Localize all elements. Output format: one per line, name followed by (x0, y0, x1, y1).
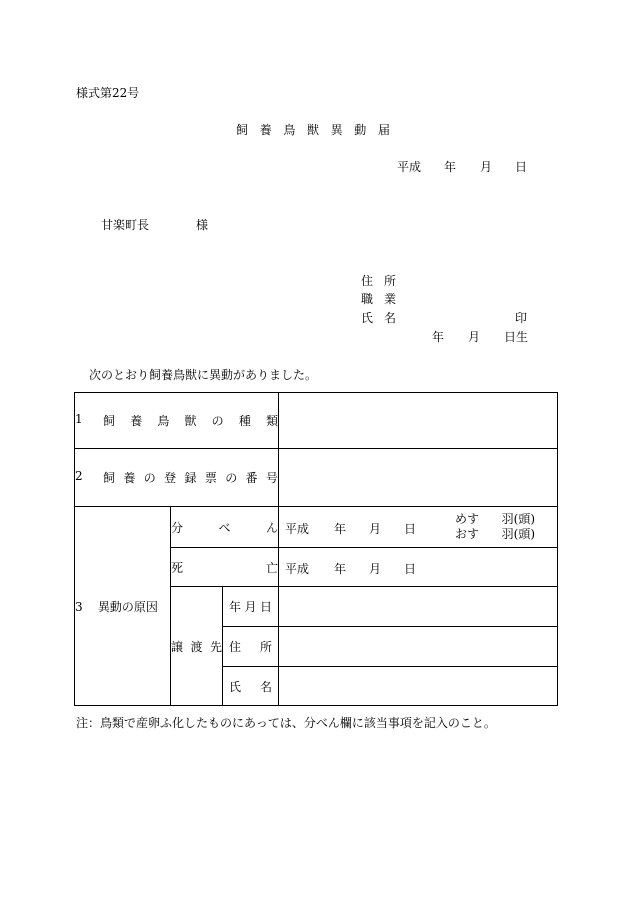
label-char: 名 (383, 311, 396, 325)
title-char: 鳥 (283, 123, 296, 137)
kind-label (103, 412, 278, 429)
kind-label-cell (75, 393, 279, 449)
transfer-address-value-cell[interactable] (279, 627, 558, 667)
death-month: 月 (369, 562, 382, 576)
date-year: 年 (444, 160, 457, 174)
label-char: 譲 (171, 639, 184, 654)
row-number: 3 (75, 599, 83, 614)
label-char: 票 (204, 471, 217, 485)
date-day: 日 (515, 160, 528, 174)
label-char: 獣 (184, 414, 197, 428)
female-unit: 羽(頭) (501, 512, 536, 526)
label-char: 類 (265, 414, 278, 428)
split-value-cell[interactable] (279, 507, 558, 548)
death-era: 平成 (285, 562, 310, 576)
label-char: 月 (244, 600, 257, 614)
death-day: 日 (404, 562, 417, 576)
notification-table (74, 392, 558, 706)
label-char: 亡 (266, 560, 279, 575)
birth-month: 月 (468, 330, 481, 344)
label-char: べ (218, 520, 231, 535)
occupation-label (361, 292, 396, 306)
row-number: 1 (75, 412, 83, 426)
label-char: 氏 (229, 679, 242, 694)
registration-label-cell (75, 449, 279, 507)
cause-label: 異動の原因 (97, 599, 158, 614)
label-char: 養 (123, 471, 136, 485)
death-label-cell (171, 548, 279, 587)
document-title (236, 123, 390, 137)
split-day: 日 (404, 522, 417, 536)
seal-mark: 印 (515, 311, 528, 325)
title-char: 異 (330, 123, 343, 137)
cause-label-cell (75, 507, 171, 706)
split-year: 年 (334, 522, 347, 536)
death-value-cell[interactable] (279, 548, 558, 587)
label-char: 業 (383, 292, 396, 306)
registration-label (103, 469, 278, 486)
label-char: 飼 (103, 471, 116, 485)
transfer-address-label-cell (223, 627, 279, 667)
table-row-registration (75, 449, 558, 507)
birth-day: 日生 (504, 330, 529, 344)
title-char: 養 (259, 123, 272, 137)
label-char: 鳥 (157, 414, 170, 428)
registration-value-cell[interactable] (279, 449, 558, 507)
table-row-kind (75, 393, 558, 449)
label-char: 名 (260, 679, 273, 694)
title-char: 届 (377, 123, 390, 137)
label-char: 所 (383, 274, 396, 288)
label-char: 日 (260, 600, 273, 614)
row-number: 2 (75, 469, 83, 483)
label-char: 氏 (361, 311, 374, 325)
male-unit: 羽(頭) (501, 527, 536, 541)
transfer-name-value-cell[interactable] (279, 667, 558, 706)
name-label (361, 311, 396, 325)
label-char: 番 (245, 471, 258, 485)
table-row-split (75, 507, 558, 548)
label-char: 年 (229, 600, 242, 614)
transfer-name-label-cell (223, 667, 279, 706)
intro-text: 次のとおり飼養鳥獣に異動がありました。 (89, 368, 318, 382)
addressee-name: 甘楽町長 (101, 218, 150, 232)
transfer-date-label-cell (223, 587, 279, 627)
death-year: 年 (334, 562, 347, 576)
addressee-honorific: 様 (196, 218, 209, 232)
title-char: 獣 (306, 123, 319, 137)
label-char: 所 (260, 640, 273, 654)
kind-value-cell[interactable] (279, 393, 558, 449)
split-counts (455, 512, 535, 542)
split-era: 平成 (285, 522, 310, 536)
address-label (361, 274, 396, 288)
label-char: 号 (265, 471, 278, 485)
label-char: の (143, 471, 156, 485)
label-char: 渡 (190, 639, 203, 654)
split-label-cell (171, 507, 279, 548)
label-char: 住 (229, 640, 242, 654)
transfer-label-cell (171, 587, 223, 706)
date-era: 平成 (397, 160, 422, 174)
female-label: めす (455, 512, 480, 526)
form-number: 様式第22号 (76, 86, 140, 100)
split-month: 月 (369, 522, 382, 536)
male-label: おす (455, 527, 480, 541)
label-char: 種 (238, 414, 251, 428)
label-char: 登 (164, 471, 177, 485)
date-month: 月 (480, 160, 493, 174)
label-char: 分 (171, 520, 184, 535)
label-char: 職 (361, 292, 374, 306)
label-char: の (225, 471, 238, 485)
label-char: 死 (171, 560, 184, 575)
label-char: 住 (361, 274, 374, 288)
label-char: ん (266, 520, 279, 535)
title-char: 動 (354, 123, 367, 137)
birth-year: 年 (432, 330, 445, 344)
label-char: 先 (209, 639, 222, 654)
label-char: 飼 (103, 414, 116, 428)
title-char: 飼 (236, 123, 249, 137)
footnote: 注：鳥類で産卵ふ化したものにあっては、分べん欄に該当事項を記入のこと。 (76, 716, 496, 730)
label-char: の (211, 414, 224, 428)
label-char: 養 (130, 414, 143, 428)
label-char: 録 (184, 471, 197, 485)
transfer-date-value-cell[interactable] (279, 587, 558, 627)
